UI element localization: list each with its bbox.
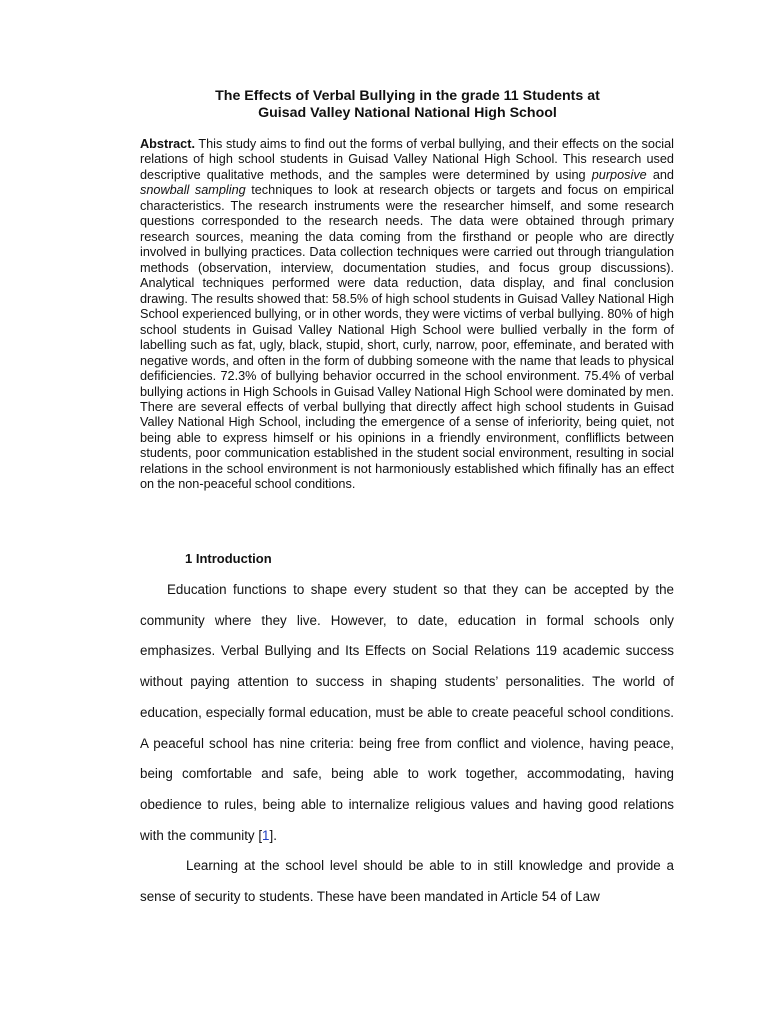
abstract-paragraph xyxy=(140,137,674,493)
intro-paragraph-1 xyxy=(140,575,674,851)
abstract-italic-snowball: snowball sampling xyxy=(140,183,246,198)
intro-p1-text: Education functions to shape every student so that they can be accepted by the community where they live. However, to date, education in formal schools only emphasizes. Verbal Bullying and Its Effects on Social Relations 119 academic success without paying attention to success in shaping students’ personalities. The world of education, especially formal education, must be able to create peaceful school conditions. A peaceful school has nine criteria: being free from conflict and violence, having peace, being comfortable and safe, being able to work together, accommodating, having obedience to rules, being able to internalize religious values and having good relations with the community [ xyxy=(140,582,674,843)
abstract-text-2: and xyxy=(646,167,674,182)
section-heading-introduction: 1 Introduction xyxy=(185,551,272,566)
title-line-2: Guisad Valley National National High School xyxy=(258,105,557,121)
title-line-1: The Effects of Verbal Bullying in the grade 11 Students at xyxy=(215,88,600,104)
abstract-text-3: techniques to look at research objects or targets and focus on empirical characteristics. The research instruments were the researcher himself, and some research questions corresponded to the research needs. The data were obtained through primary research sources, meaning the data coming from the firsthand or people who are directly involved in bullying practices. Data collection techniques were carried out through triangulation methods (observation, interview, documentation studies, and focus group discussions). Analytical techniques performed were data reduction, data display, and final conclusion drawing. The results showed that: 58.5% of high school students in Guisad Valley National High School experienced bullying, or in other words, they were victims of verbal bullying. 80% of high school students in Guisad Valley National High School were bullied verbally in the form of labelling such as fat, ugly, black, stupid, short, curly, narrow, poor, effeminate, and berated with negative words, and often in the form of dubbing someone with the name that leads to physical defificiencies. 72.3% of bullying behavior occurred in the school environment. 75.4% of verbal bullying actions in High Schools in Guisad Valley National High School were dominated by men. There are several effects of verbal bullying that directly affect high school students in Guisad Valley National High School, including the emergence of a sense of inferiority, being quiet, not being able to express himself or his opinions in a friendly environment, confliflicts between students, poor communication established in the student social environment, resulting in social relations in the school environment is not harmoniously established which fifinally has an effect on the non-peaceful school conditions. xyxy=(140,183,674,492)
paper-title xyxy=(140,88,675,122)
abstract-italic-purposive: purposive xyxy=(591,167,647,182)
intro-paragraph-2: Learning at the school level should be able to in still knowledge and provide a sense of security to students. These have been mandated in Article 54 of Law xyxy=(140,858,674,904)
abstract-label: Abstract. xyxy=(140,137,195,151)
citation-link[interactable]: 1 xyxy=(262,827,270,843)
abstract-text-1: This study aims to find out the forms of verbal bullying, and their effects on the social relations of high school students in Guisad Valley National High School. This research used descriptive qualitative methods, and the samples were determined by using xyxy=(140,137,674,182)
intro-p1-end: ]. xyxy=(269,827,277,843)
